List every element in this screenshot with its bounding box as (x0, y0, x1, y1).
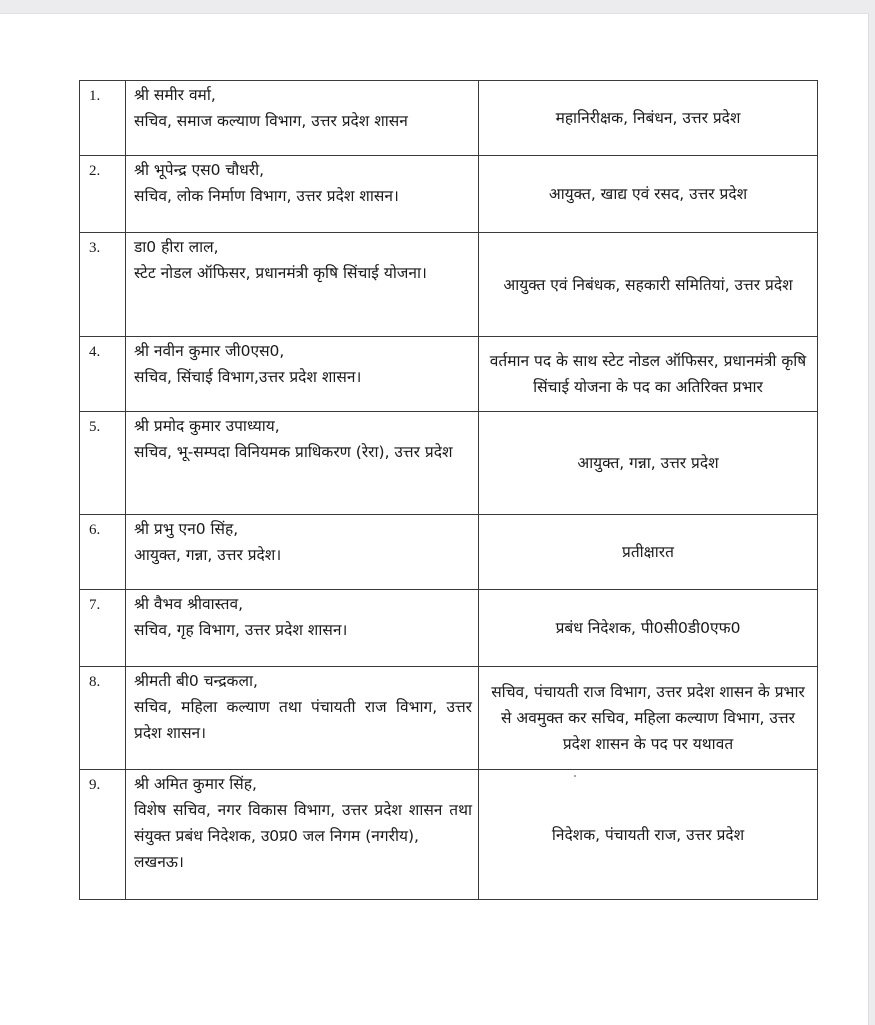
officer-cell (126, 233, 479, 337)
officer-current-post: सचिव, लोक निर्माण विभाग, उत्तर प्रदेश शासन। (134, 187, 399, 205)
new-posting: वर्तमान पद के साथ स्टेट नोडल ऑफिसर, प्रधानमंत्री कृषि सिंचाई योजना के पद का अतिरिक्त प्रभार (479, 337, 818, 412)
officer-current-post: सचिव, सिंचाई विभाग,उत्तर प्रदेश शासन। (134, 368, 362, 386)
officer-current-post: सचिव, भू-सम्पदा विनियमक प्राधिकरण (रेरा), उत्तर प्रदेश (134, 443, 453, 461)
table-row (80, 81, 818, 156)
officer-name: श्री भूपेन्द्र एस0 चौधरी, (134, 161, 265, 179)
serial-number: 3. (80, 233, 126, 337)
officer-current-post: विशेष सचिव, नगर विकास विभाग, उत्तर प्रदेश शासन तथा संयुक्त प्रबंध निदेशक, उ0प्र0 जल निगम (नगरीय), (134, 801, 472, 845)
officer-name: श्री प्रभु एन0 सिंह, (134, 520, 239, 538)
officer-name: श्री अमित कुमार सिंह, (134, 775, 257, 793)
officer-name: श्रीमती बी0 चन्द्रकला, (134, 672, 258, 690)
scan-speck (574, 775, 576, 777)
officer-current-post: आयुक्त, गन्ना, उत्तर प्रदेश। (134, 546, 282, 564)
new-posting: महानिरीक्षक, निबंधन, उत्तर प्रदेश (479, 81, 818, 156)
serial-number: 7. (80, 590, 126, 667)
serial-number: 6. (80, 515, 126, 590)
officer-location: लखनऊ। (134, 853, 184, 871)
serial-number: 2. (80, 156, 126, 233)
table-row (80, 590, 818, 667)
new-posting: आयुक्त, गन्ना, उत्तर प्रदेश (479, 412, 818, 515)
table-row (80, 337, 818, 412)
table-row (80, 412, 818, 515)
new-posting: आयुक्त एवं निबंधक, सहकारी समितियां, उत्तर प्रदेश (479, 233, 818, 337)
officer-cell (126, 770, 479, 900)
officer-cell (126, 412, 479, 515)
officer-name: श्री वैभव श्रीवास्तव, (134, 595, 244, 613)
new-posting: प्रबंध निदेशक, पी0सी0डी0एफ0 (479, 590, 818, 667)
officer-name: श्री नवीन कुमार जी0एस0, (134, 342, 285, 360)
officer-cell (126, 590, 479, 667)
document-page (0, 13, 869, 1025)
table-row (80, 667, 818, 770)
officer-name: डा0 हीरा लाल, (134, 238, 219, 256)
table-row (80, 770, 818, 900)
serial-number: 9. (80, 770, 126, 900)
officer-cell (126, 156, 479, 233)
officer-name: श्री प्रमोद कुमार उपाध्याय, (134, 417, 280, 435)
serial-number: 1. (80, 81, 126, 156)
serial-number: 4. (80, 337, 126, 412)
officer-current-post: स्टेट नोडल ऑफिसर, प्रधानमंत्री कृषि सिंचाई योजना। (134, 264, 427, 282)
officer-current-post: सचिव, गृह विभाग, उत्तर प्रदेश शासन। (134, 621, 348, 639)
officer-current-post: सचिव, समाज कल्याण विभाग, उत्तर प्रदेश शासन (134, 112, 408, 130)
table-row (80, 156, 818, 233)
new-posting: सचिव, पंचायती राज विभाग, उत्तर प्रदेश शासन के प्रभार से अवमुक्त कर सचिव, महिला कल्याण विभाग, उत्तर प्रदेश शासन के पद पर यथावत (479, 667, 818, 770)
officer-cell (126, 81, 479, 156)
new-posting: आयुक्त, खाद्य एवं रसद, उत्तर प्रदेश (479, 156, 818, 233)
new-posting: निदेशक, पंचायती राज, उत्तर प्रदेश (479, 770, 818, 900)
transfer-order-table (79, 80, 818, 900)
officer-current-post: सचिव, महिला कल्याण तथा पंचायती राज विभाग, उत्तर प्रदेश शासन। (134, 698, 472, 742)
officer-cell (126, 667, 479, 770)
officer-name: श्री समीर वर्मा, (134, 86, 216, 104)
serial-number: 5. (80, 412, 126, 515)
table-row (80, 233, 818, 337)
officer-cell (126, 337, 479, 412)
officer-cell (126, 515, 479, 590)
new-posting: प्रतीक्षारत (479, 515, 818, 590)
table-row (80, 515, 818, 590)
serial-number: 8. (80, 667, 126, 770)
